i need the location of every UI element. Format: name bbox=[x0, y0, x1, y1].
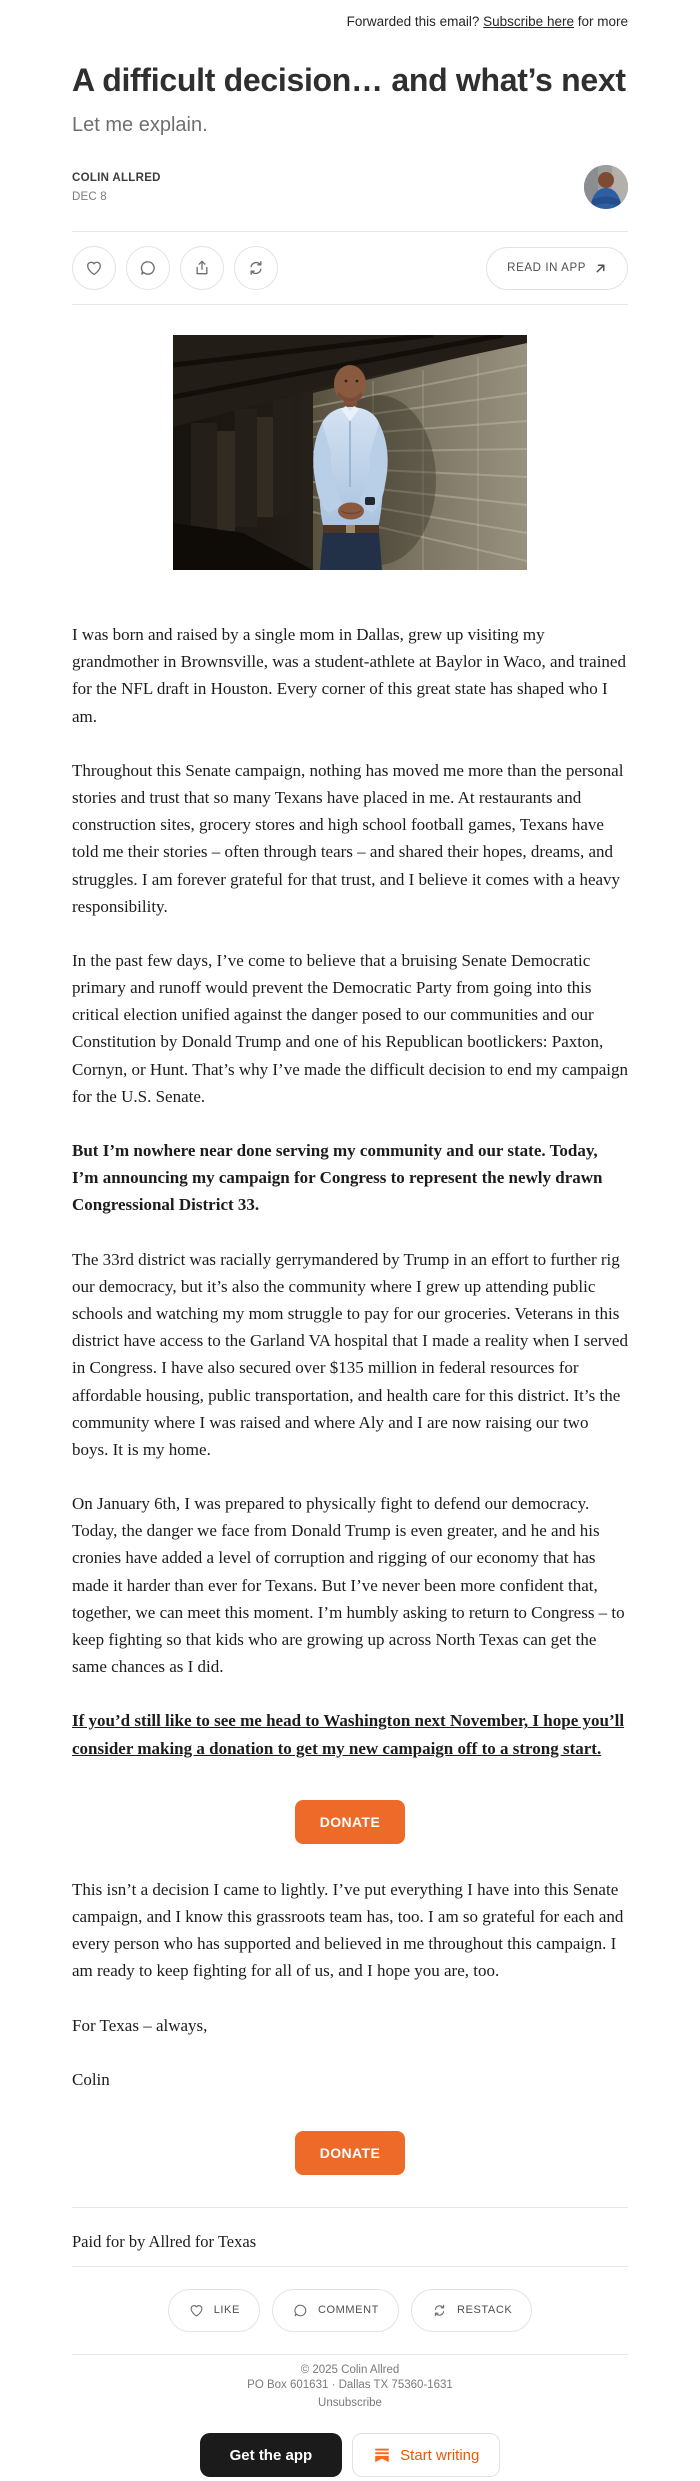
restack-icon bbox=[246, 258, 266, 278]
paragraph: On January 6th, I was prepared to physically fight to defend our democracy. Today, the danger we face from Donald Trump is even greater, and he and his cronies have added a level of corruption and rigging of our economy that has made it harder than ever for Texans. But I’ve never been more confident that, together, we can meet this moment. I’m humbly asking to return to Congress – to keep fighting so that kids who are growing up across North Texas can get the same chances as I did. bbox=[72, 1494, 625, 1677]
donation-appeal-link[interactable]: If you’d still like to see me head to Washington next November, I hope you’ll consider making a donation to get my new campaign off to a strong start. bbox=[72, 1711, 625, 1758]
comment-icon bbox=[138, 258, 158, 278]
paragraph: The 33rd district was racially gerrymandered by Trump in an effort to further rig our democracy, but it’s also the community where I grew up attending public schools and watching my mom struggle to pay for our groceries. Veterans in this district have access to the Garland VA hospital that I made a reality when I served in Congress. I have also secured over $135 million in federal resources for affordable housing, public transportation, and health care for this district. It’s the community where I was raised and where Aly and I are now raising our two boys. It is my home. bbox=[72, 1249, 628, 1459]
paid-for-disclaimer: Paid for by Allred for Texas bbox=[72, 2231, 257, 2251]
byline-text bbox=[72, 172, 161, 203]
signature: Colin bbox=[72, 2069, 110, 2089]
announcement-paragraph: But I’m nowhere near done serving my community and our state. Today, I’m announcing my campaign for Congress to represent the newly drawn Congressional District 33. bbox=[72, 1141, 603, 1215]
paragraph: In the past few days, I’ve come to believe that a bruising Senate Democratic primary and runoff would prevent the Democratic Party from going into this critical election unified against the danger posed to our communities and our Constitution by Donald Trump and one of his Republican bootlickers: Paxton, Cornyn, or Hunt. That’s why I’ve made the difficult decision to end my campaign for the U.S. Senate. bbox=[72, 950, 629, 1106]
donate-section-2 bbox=[72, 2131, 628, 2175]
action-icons bbox=[72, 246, 278, 290]
substack-logo-icon bbox=[373, 2446, 391, 2464]
signoff: For Texas – always, bbox=[72, 2015, 208, 2035]
arrow-up-right-icon bbox=[594, 262, 607, 275]
like-button[interactable] bbox=[72, 246, 116, 290]
restack-button[interactable] bbox=[234, 246, 278, 290]
comment-icon bbox=[292, 2302, 309, 2319]
avatar[interactable] bbox=[584, 165, 628, 209]
get-app-button[interactable]: Get the app bbox=[200, 2433, 343, 2477]
article-body bbox=[72, 621, 628, 2175]
engagement-row bbox=[72, 2267, 628, 2354]
action-row bbox=[72, 231, 628, 305]
forwarded-suffix: for more bbox=[577, 14, 628, 29]
byline bbox=[72, 165, 628, 209]
hero-photo bbox=[173, 335, 527, 570]
post-subtitle: Let me explain. bbox=[72, 114, 208, 137]
author-name[interactable]: COLIN ALLRED bbox=[72, 171, 161, 184]
subscribe-link[interactable]: Subscribe here bbox=[483, 14, 574, 29]
forwarded-text: Forwarded this email? bbox=[346, 14, 480, 29]
address-text: PO Box 601631 · Dallas TX 75360-1631 bbox=[247, 2379, 453, 2392]
restack-pill-button[interactable] bbox=[411, 2289, 532, 2332]
start-writing-button[interactable] bbox=[352, 2433, 500, 2477]
heart-icon bbox=[188, 2302, 205, 2319]
donate-button[interactable]: DONATE bbox=[295, 1800, 405, 1844]
read-in-app-label: READ IN APP bbox=[507, 262, 586, 275]
paragraph: I was born and raised by a single mom in Dallas, grew up visiting my grandmother in Brownsville, was a student-athlete at Baylor in Waco, and trained for the NFL draft in Houston. Every corner of this great state has shaped who I am. bbox=[72, 625, 626, 726]
post-date: DEC 8 bbox=[72, 190, 107, 203]
comment-button[interactable] bbox=[126, 246, 170, 290]
start-writing-label: Start writing bbox=[400, 2446, 480, 2464]
restack-label: RESTACK bbox=[456, 2304, 513, 2317]
donate-section-1 bbox=[72, 1800, 628, 1844]
unsubscribe-link[interactable]: Unsubscribe bbox=[318, 2396, 382, 2409]
comment-label: COMMENT bbox=[317, 2304, 379, 2317]
heart-icon bbox=[84, 258, 104, 278]
read-in-app-button[interactable] bbox=[486, 247, 628, 290]
app-bar bbox=[72, 2433, 628, 2481]
like-label: LIKE bbox=[213, 2304, 240, 2317]
page-title: A difficult decision… and what’s next bbox=[72, 62, 626, 98]
copyright-text: © 2025 Colin Allred bbox=[300, 2363, 400, 2376]
share-icon bbox=[192, 258, 212, 278]
hero-image-wrap bbox=[72, 335, 628, 575]
closing-paragraph: This isn’t a decision I came to lightly. I’ve put everything I have into this Senate campaign, and I know this grassroots team has, too. I am so grateful for each and every person who has supported and believed in me throughout this campaign. I am ready to keep fighting for all of us, and I hope you are, too. bbox=[72, 1879, 624, 1981]
like-pill-button[interactable] bbox=[168, 2289, 260, 2332]
share-button[interactable] bbox=[180, 246, 224, 290]
colophon bbox=[72, 2355, 628, 2412]
forwarded-header bbox=[72, 12, 628, 29]
comment-pill-button[interactable] bbox=[272, 2289, 399, 2332]
avatar-image bbox=[584, 165, 628, 209]
donate-button[interactable]: DONATE bbox=[295, 2131, 405, 2175]
paragraph: Throughout this Senate campaign, nothing has moved me more than the personal stories and trust that so many Texans have placed in me. At restaurants and construction sites, grocery stores and high school football games, Texans have told me their stories – often through tears – and shared their hopes, dreams, and struggles. I am forever grateful for that trust, and I believe it comes with a heavy responsibility. bbox=[72, 760, 624, 916]
restack-icon bbox=[431, 2302, 448, 2319]
